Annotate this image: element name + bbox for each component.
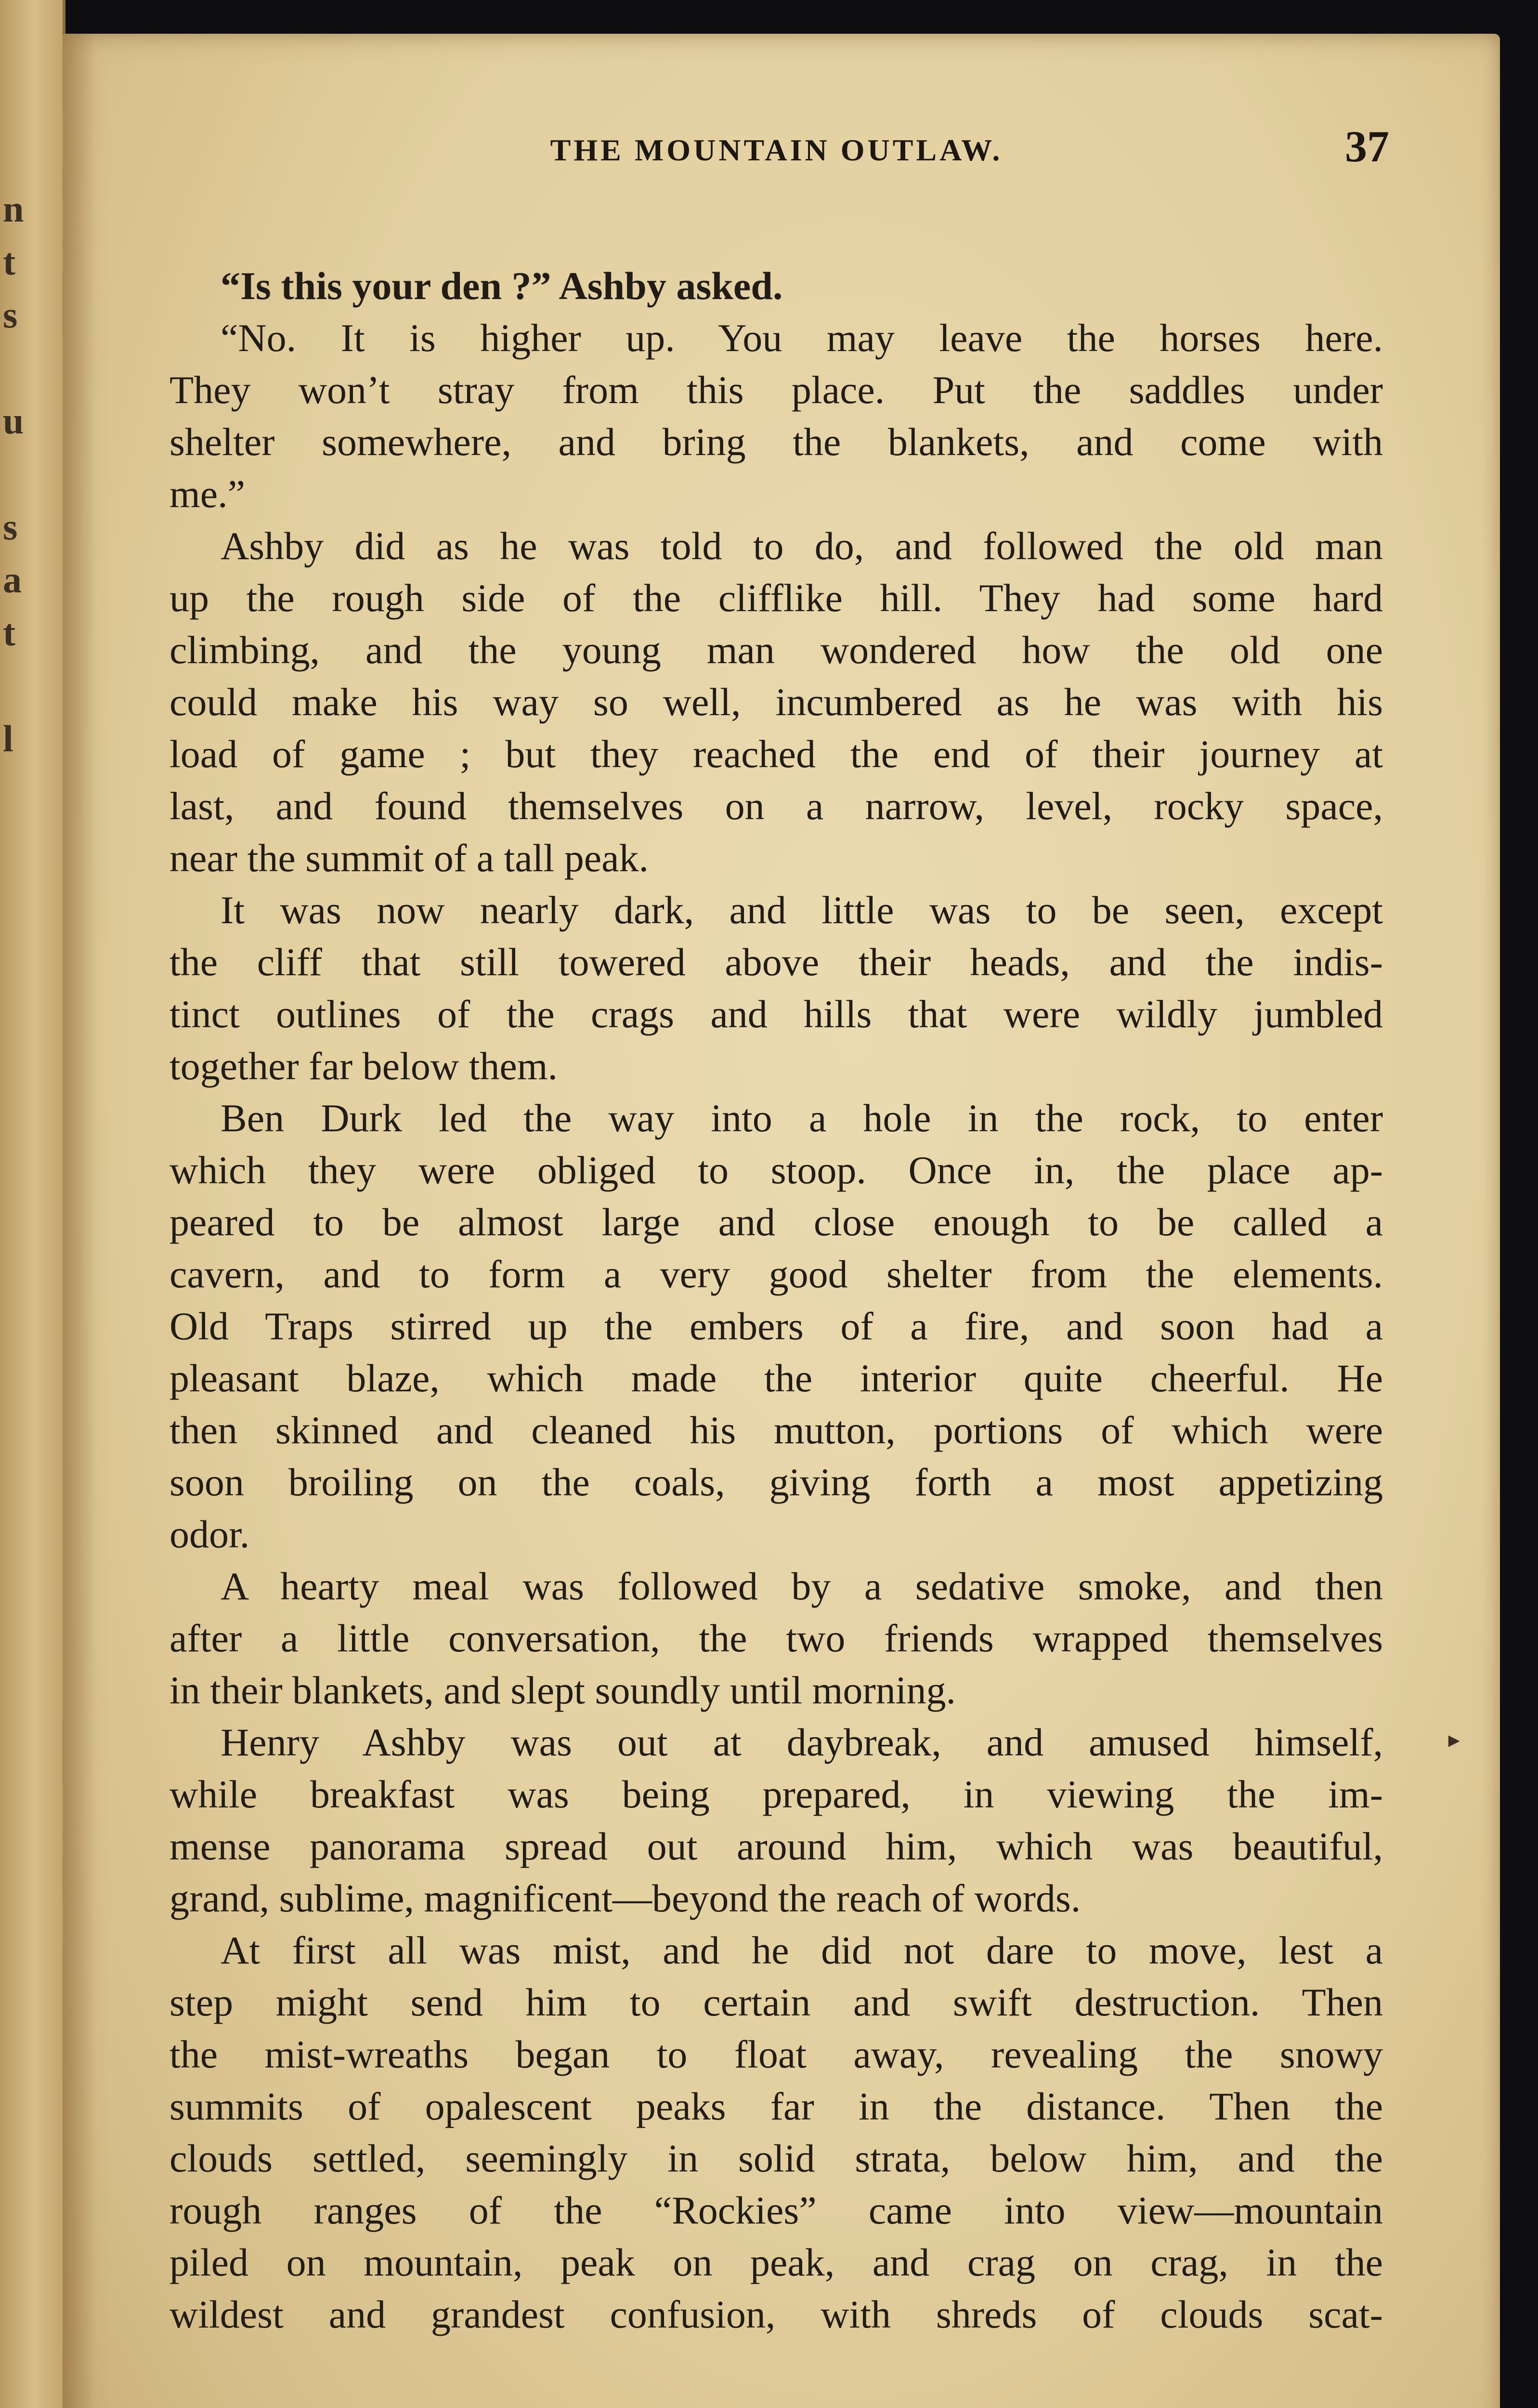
text-line: pleasant blaze, which made the interior quite cheerful. He	[169, 1356, 1383, 1400]
text-line: mense panorama spread out around him, which was beautiful,	[169, 1824, 1383, 1868]
text-line: Old Traps stirred up the embers of a fire, and soon had a	[169, 1304, 1383, 1348]
text-line: wildest and grandest confusion, with shreds of clouds scat-	[169, 2292, 1383, 2336]
text-line: cavern, and to form a very good shelter from the elements.	[169, 1252, 1383, 1296]
text-line: peared to be almost large and close enough to be called a	[169, 1200, 1383, 1244]
text-line: load of game ; but they reached the end of their journey at	[169, 732, 1383, 776]
previous-page-glyph: u	[3, 400, 24, 442]
book-page	[63, 34, 1500, 2408]
text-line: the mist-wreaths began to float away, revealing the snowy	[169, 2032, 1383, 2076]
text-line: which they were obliged to stoop. Once in, the place ap-	[169, 1148, 1383, 1192]
text-line: grand, sublime, magnificent—beyond the reach of words.	[169, 1876, 1081, 1920]
margin-ink-mark: ►	[1445, 1729, 1464, 1751]
previous-page-glyph: t	[3, 241, 15, 283]
text-line: after a little conversation, the two friends wrapped themselves	[169, 1616, 1383, 1660]
text-line: then skinned and cleaned his mutton, portions of which were	[169, 1408, 1383, 1452]
previous-page-glyph: s	[3, 294, 18, 336]
text-line: climbing, and the young man wondered how the old one	[169, 628, 1383, 672]
text-line: “Is this your den ?” Ashby asked.	[221, 264, 783, 308]
text-line: last, and found themselves on a narrow, level, rocky space,	[169, 784, 1383, 828]
previous-page-glyph: t	[3, 612, 15, 654]
previous-page-glyph: a	[3, 559, 22, 601]
text-line: It was now nearly dark, and little was to be seen, except	[221, 888, 1383, 932]
text-line: Henry Ashby was out at daybreak, and amused himself,	[221, 1720, 1383, 1764]
page-number: 37	[1345, 122, 1389, 171]
text-line: Ben Durk led the way into a hole in the rock, to enter	[221, 1096, 1383, 1140]
text-line: shelter somewhere, and bring the blankets, and come with	[169, 420, 1383, 464]
previous-page-glyph: l	[3, 718, 13, 759]
text-line: A hearty meal was followed by a sedative smoke, and then	[221, 1564, 1383, 1608]
previous-page-glyph: s	[3, 506, 18, 548]
text-line: piled on mountain, peak on peak, and crag on crag, in the	[169, 2240, 1383, 2284]
text-line: near the summit of a tall peak.	[169, 836, 649, 880]
text-line: up the rough side of the clifflike hill. They had some hard	[169, 576, 1383, 620]
text-line: Ashby did as he was told to do, and followed the old man	[221, 524, 1383, 568]
text-line: “No. It is higher up. You may leave the horses here.	[221, 316, 1383, 360]
previous-page-glyph: n	[3, 188, 24, 230]
text-line: while breakfast was being prepared, in viewing the im-	[169, 1772, 1383, 1816]
text-line: soon broiling on the coals, giving forth a most appetizing	[169, 1460, 1383, 1504]
running-head-title: THE MOUNTAIN OUTLAW.	[550, 133, 1003, 167]
running-head	[164, 122, 1389, 181]
text-line: rough ranges of the “Rockies” came into view—mountain	[169, 2188, 1383, 2232]
text-line: the cliff that still towered above their heads, and the indis-	[169, 940, 1383, 984]
text-line: They won’t stray from this place. Put the saddles under	[169, 368, 1383, 412]
page-gutter-shadow	[63, 34, 96, 2408]
text-line: summits of opalescent peaks far in the distance. Then the	[169, 2084, 1383, 2128]
text-line: could make his way so well, incumbered as he was with his	[169, 680, 1383, 724]
text-line: At first all was mist, and he did not dare to move, lest a	[221, 1928, 1383, 1972]
text-line: tinct outlines of the crags and hills that were wildly jumbled	[169, 992, 1383, 1036]
text-line: clouds settled, seemingly in solid strata, below him, and the	[169, 2136, 1383, 2180]
previous-page-edge	[0, 0, 65, 2408]
text-line: odor.	[169, 1512, 250, 1556]
body-text	[169, 260, 1383, 2341]
text-line: me.”	[169, 472, 246, 516]
text-line: together far below them.	[169, 1044, 558, 1088]
text-line: step might send him to certain and swift destruction. Then	[169, 1980, 1383, 2024]
text-line: in their blankets, and slept soundly until morning.	[169, 1668, 956, 1712]
